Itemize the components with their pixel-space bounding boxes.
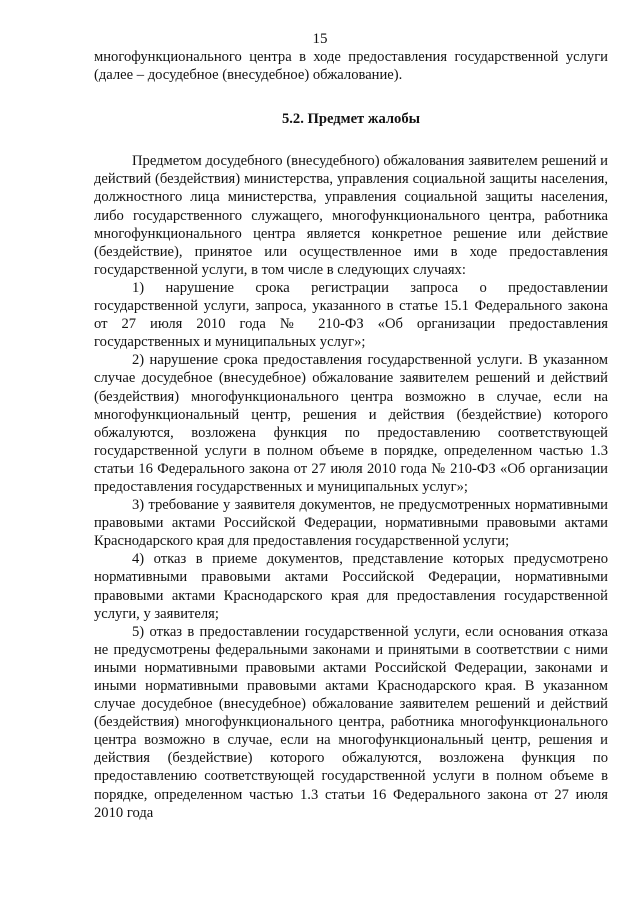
intro-paragraph: многофункционального центра в ходе предоставления государственной услуги (далее – досудебное (внесудебное) обжалование). <box>94 49 608 84</box>
document-body <box>94 48 608 822</box>
page-number: 15 <box>312 31 328 47</box>
paragraph-item-3: 3) требование у заявителя документов, не предусмотренных нормативными правовыми актами Российской Федерации, нормативными правовыми актами Краснодарского края для предоставления государственной услуги; <box>94 497 608 550</box>
paragraph-item-5: 5) отказ в предоставлении государственной услуги, если основания отказа не предусмотрены федеральными законами и принятыми в соответствии с ними иными нормативными правовыми актами Российской Федерации, законами и иными нормативными правовыми актами Краснодарского края. В указанном случае досудебное (внесудебное) обжалование заявителем решений и действий (бездействия) многофункционального центра, работника многофункционального центра возможно в случае, если на многофункциональный центр, решения и действия (бездействие) которого обжалуются, возложена функция по предоставлению соответствующей государственной услуги в полном объеме в порядке, определенном частью 1.3 статьи 16 Федерального закона от 27 июля 2010 года <box>94 623 608 821</box>
paragraph-item-1: 1) нарушение срока регистрации запроса о предоставлении государственной услуги, запроса, указанного в статье 15.1 Федерального закона от 27 июля 2010 года № 210-ФЗ «Об организации предоставления государственных и муниципальных услуг»; <box>94 279 608 351</box>
paragraph-subject: Предметом досудебного (внесудебного) обжалования заявителем решений и действий (бездействия) министерства, управления социальной защиты населения, должностного лица министерства, управления социальной защиты населения, либо государственного служащего, многофункционального центра, работника многофункционального центра является конкретное решение или действие (бездействие), принятое или осуществленное ими в ходе предоставления государственной услуги, в том числе в следующих случаях: <box>94 153 608 278</box>
paragraph-item-2: 2) нарушение срока предоставления государственной услуги. В указанном случае досудебное (внесудебное) обжалование заявителем решений и действий (бездействия) многофункционального центра возможно в случае, если на многофункциональный центр, решения и действия (бездействие) которого обжалуются, возложена функция по предоставлению соответствующей государственной услуги в полном объеме в порядке, определенном частью 1.3 статьи 16 Федерального закона от 27 июля 2010 года № 210-ФЗ «Об организации предоставления государственных и муниципальных услуг»; <box>94 352 608 495</box>
section-heading: 5.2. Предмет жалобы <box>281 111 421 128</box>
paragraph-item-4: 4) отказ в приеме документов, представление которых предусмотрено нормативными правовыми актами Российской Федерации, нормативными правовыми актами Краснодарского края для предоставления государственной услуги, у заявителя; <box>94 551 608 622</box>
